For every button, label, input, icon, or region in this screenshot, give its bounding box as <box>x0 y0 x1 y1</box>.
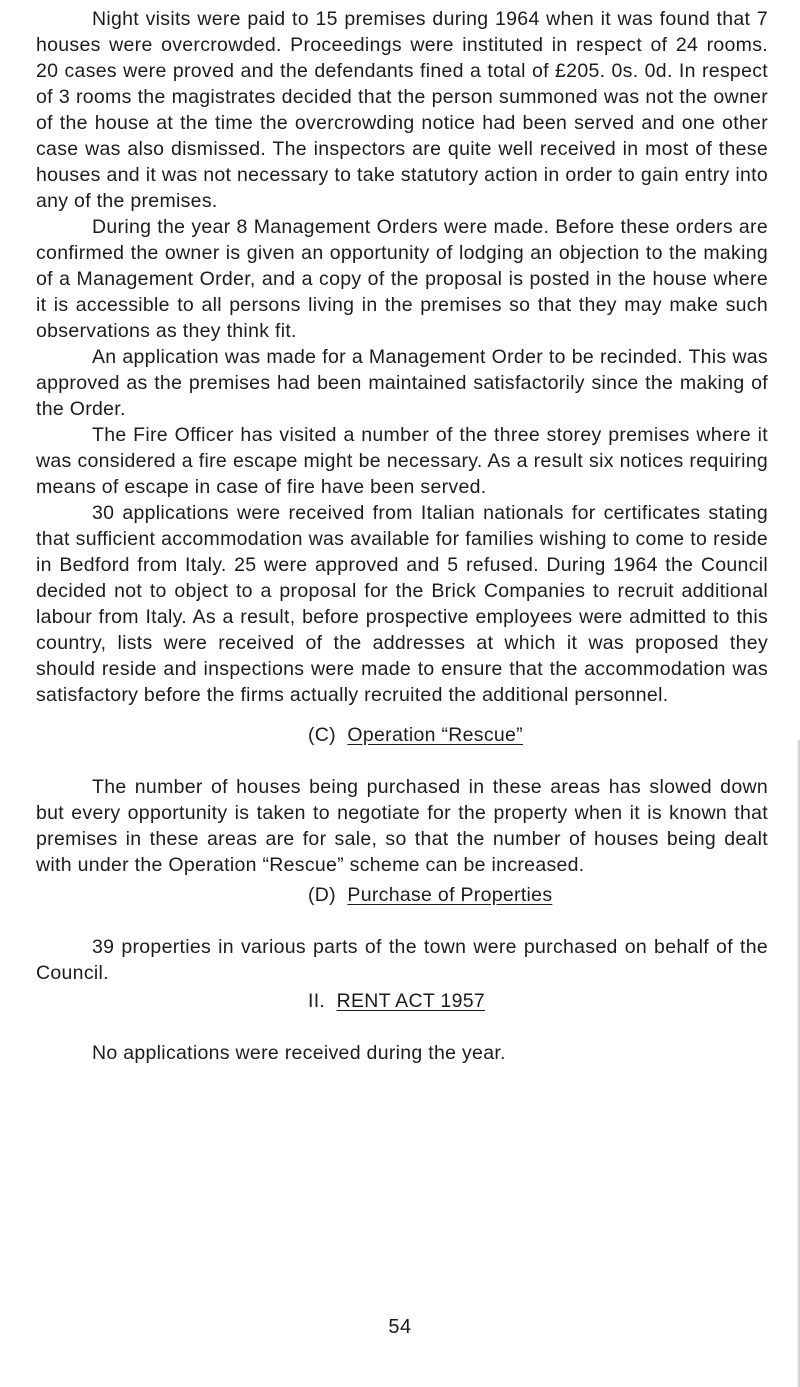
section-d-paragraph: 39 properties in various parts of the town were purchased on behalf of the Council. <box>36 936 768 984</box>
page-number: 54 <box>388 1316 412 1338</box>
paragraph-night-visits: Night visits were paid to 15 premises during 1964 when it was found that 7 houses were overcrowded. Proceedings were instituted in respect of 24 rooms. 20 cases were proved and the defendants fined a total of £205. 0s. 0d. In respect of 3 rooms the magistrates decided that the person summoned was not the owner of the house at the time the overcrowding notice had been served and one other case was also dismissed. The inspectors are quite well received in most of these houses and it was not necessary to take statutory action in order to gain entry into any of the premises. <box>36 8 768 212</box>
paragraph-management-order-rescinded: An application was made for a Management Order to be recinded. This was approved as the premises had been maintained satisfactorily since the making of the Order. <box>36 346 768 420</box>
section-ii-title: RENT ACT 1957 <box>336 990 486 1012</box>
section-c-paragraph: The number of houses being purchased in these areas has slowed down but every opportunity is taken to negotiate for the property when it is known that premises in these areas are for sale, so that the number of houses being dealt with under the Operation “Rescue” scheme can be increased. <box>36 776 768 876</box>
section-c-title: Operation “Rescue” <box>347 724 523 746</box>
paragraph-management-orders: During the year 8 Management Orders were made. Before these orders are confirmed the owner is given an opportunity of lodging an objection to the making of a Management Order, and a copy of the proposal is posted in the house where it is accessible to all persons living in the premises so that they may make such observations as they think fit. <box>36 216 768 342</box>
paragraph-fire-officer: The Fire Officer has visited a number of the three storey premises where it was considered a fire escape might be necessary. As a result six notices requiring means of escape in case of fire have been served. <box>36 424 768 498</box>
section-d-label: (D) <box>308 884 336 906</box>
section-ii-label: II. <box>308 990 326 1012</box>
document-page <box>36 6 768 1066</box>
section-c-label: (C) <box>308 724 336 746</box>
section-ii-heading <box>36 988 768 1014</box>
section-c-heading <box>36 722 768 748</box>
section-d-title: Purchase of Properties <box>347 884 553 906</box>
paragraph-italian-applications: 30 applications were received from Italian nationals for certificates stating that sufficient accommodation was available for families wishing to come to reside in Bedford from Italy. 25 were approved and 5 refused. During 1964 the Council decided not to object to a proposal for the Brick Companies to recruit additional labour from Italy. As a result, before prospective employees were admitted to this country, lists were received of the addresses at which it was proposed they should reside and inspections were made to ensure that the accommodation was satisfactory before the firms actually recruited the additional personnel. <box>36 502 768 706</box>
section-d-heading <box>36 882 768 908</box>
section-ii-paragraph: No applications were received during the year. <box>92 1042 506 1064</box>
